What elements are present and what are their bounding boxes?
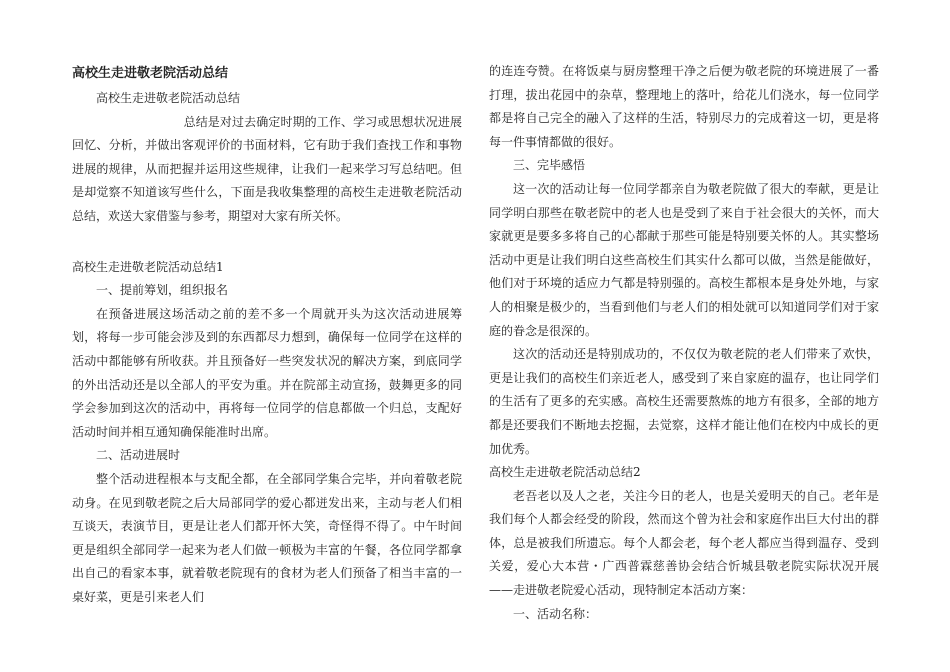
- paragraph-during: 整个活动进程根本与支配全都，在全部同学集合完毕，并向着敬老院动身。在见到敬老院之后大局部同学的爱心都迸发出来，主动与老人们相互谈天，表演节目，更是让老人们都开怀大笑，奇怪得不得了。中午时间更是组织全部同学一起来为老人们做一顿极为丰富的午餐，各位同学都拿出自己的看家本事，就着敬老院现有的食材为老人们预备了相当丰富的一桌好菜，更是引来老人们: [72, 471, 462, 604]
- right-column: [489, 60, 879, 626]
- document-title: 高校生走进敬老院活动总结: [72, 66, 229, 81]
- intro-paragraph: 总结是对过去确定时期的工作、学习或思想状况进展回忆、分析，并做出客观评价的书面材料，它有助于我们查找工作和事物进展的规律，从而把握并运用这些规律，让我们一起来学习写总结吧。但是却觉察不知道该写些什么，下面是我收集整理的高校生走进敬老院活动总结，欢送大家借鉴与参考，期望对大家有所关怀。: [72, 114, 462, 223]
- section-title-2: 高校生走进敬老院活动总结2: [489, 465, 641, 480]
- heading-reflection: 三、完毕感悟: [513, 158, 586, 173]
- spacer: [72, 229, 462, 256]
- paragraph-during-continued: 的连连夸赞。在将饭桌与厨房整理干净之后便为敬老院的环境进展了一番打理，拔出花园中的杂草，整理地上的落叶，给花儿们浇水，每一位同学都是将自己完全的融入了这样的生活，特别尽力的完成着这一切，更是将每一件事情都做的很好。: [489, 64, 879, 149]
- paragraph-prepare: 在预备进展这场活动之前的差不多一个周就开头为这次活动进展筹划，将每一步可能会涉及到的东西都尽力想到，确保每一位同学在这样的活动中都能够有所收获。并且预备好一些突发状况的解决方案，到底同学的外出活动还是以全部人的平安为重。并在院部主动宣扬，鼓舞更多的同学会参加到这次的活动中，再将每一位同学的信息都做一个归总，支配好活动时间并相互通知确保能准时出席。: [72, 306, 462, 439]
- left-column: [72, 60, 462, 609]
- paragraph-reflection-2: 这次的活动还是特别成功的，不仅仅为敬老院的老人们带来了欢快，更是让我们的高校生们亲近老人，感受到了来自家庭的温存，也让同学们的生活有了更多的充实感。高校生还需要熬炼的地方有很多，全部的地方都是还要我们不断地去挖掘，去觉察，这样才能让他们在校内中成长的更加优秀。: [489, 347, 879, 456]
- heading-activity-name: 一、活动名称：: [513, 606, 598, 621]
- heading-prepare: 一、提前筹划，组织报名: [96, 283, 229, 298]
- paragraph-reflection-1: 这一次的活动让每一位同学都亲自为敬老院做了很大的奉献，更是让同学明白那些在敬老院中的老人也是受到了来自于社会很大的关怀，而大家就更是要多多将自己的心都献于那些可能是特别要关怀的人。其实整场活动中更是让我们明白这些高校生们其实什么都可以做，当然是能做好，他们对于环境的适应力气都是特别强的。高校生都根本是身处外地，与家人的相聚是极少的，当看到他们与老人们的相处就可以知道同学们对于家庭的眷念是很深的。: [489, 181, 879, 338]
- paragraph-plan-intro: 老吾老以及人之老，关注今日的老人，也是关爱明天的自己。老年是我们每个人都会经受的阶段，然而这个曾为社会和家庭作出巨大付出的群体，总是被我们所遗忘。每个人都会老，每个老人都应当得到温存、受到关爱，爱心大本营・广西普霖慈善协会结合忻城县敬老院实际状况开展——走进敬老院爱心活动，现特制定本活动方案：: [489, 488, 879, 598]
- section-title-1: 高校生走进敬老院活动总结1: [72, 259, 224, 274]
- document-subtitle: 高校生走进敬老院活动总结: [96, 91, 241, 105]
- heading-during: 二、活动进展时: [96, 448, 181, 463]
